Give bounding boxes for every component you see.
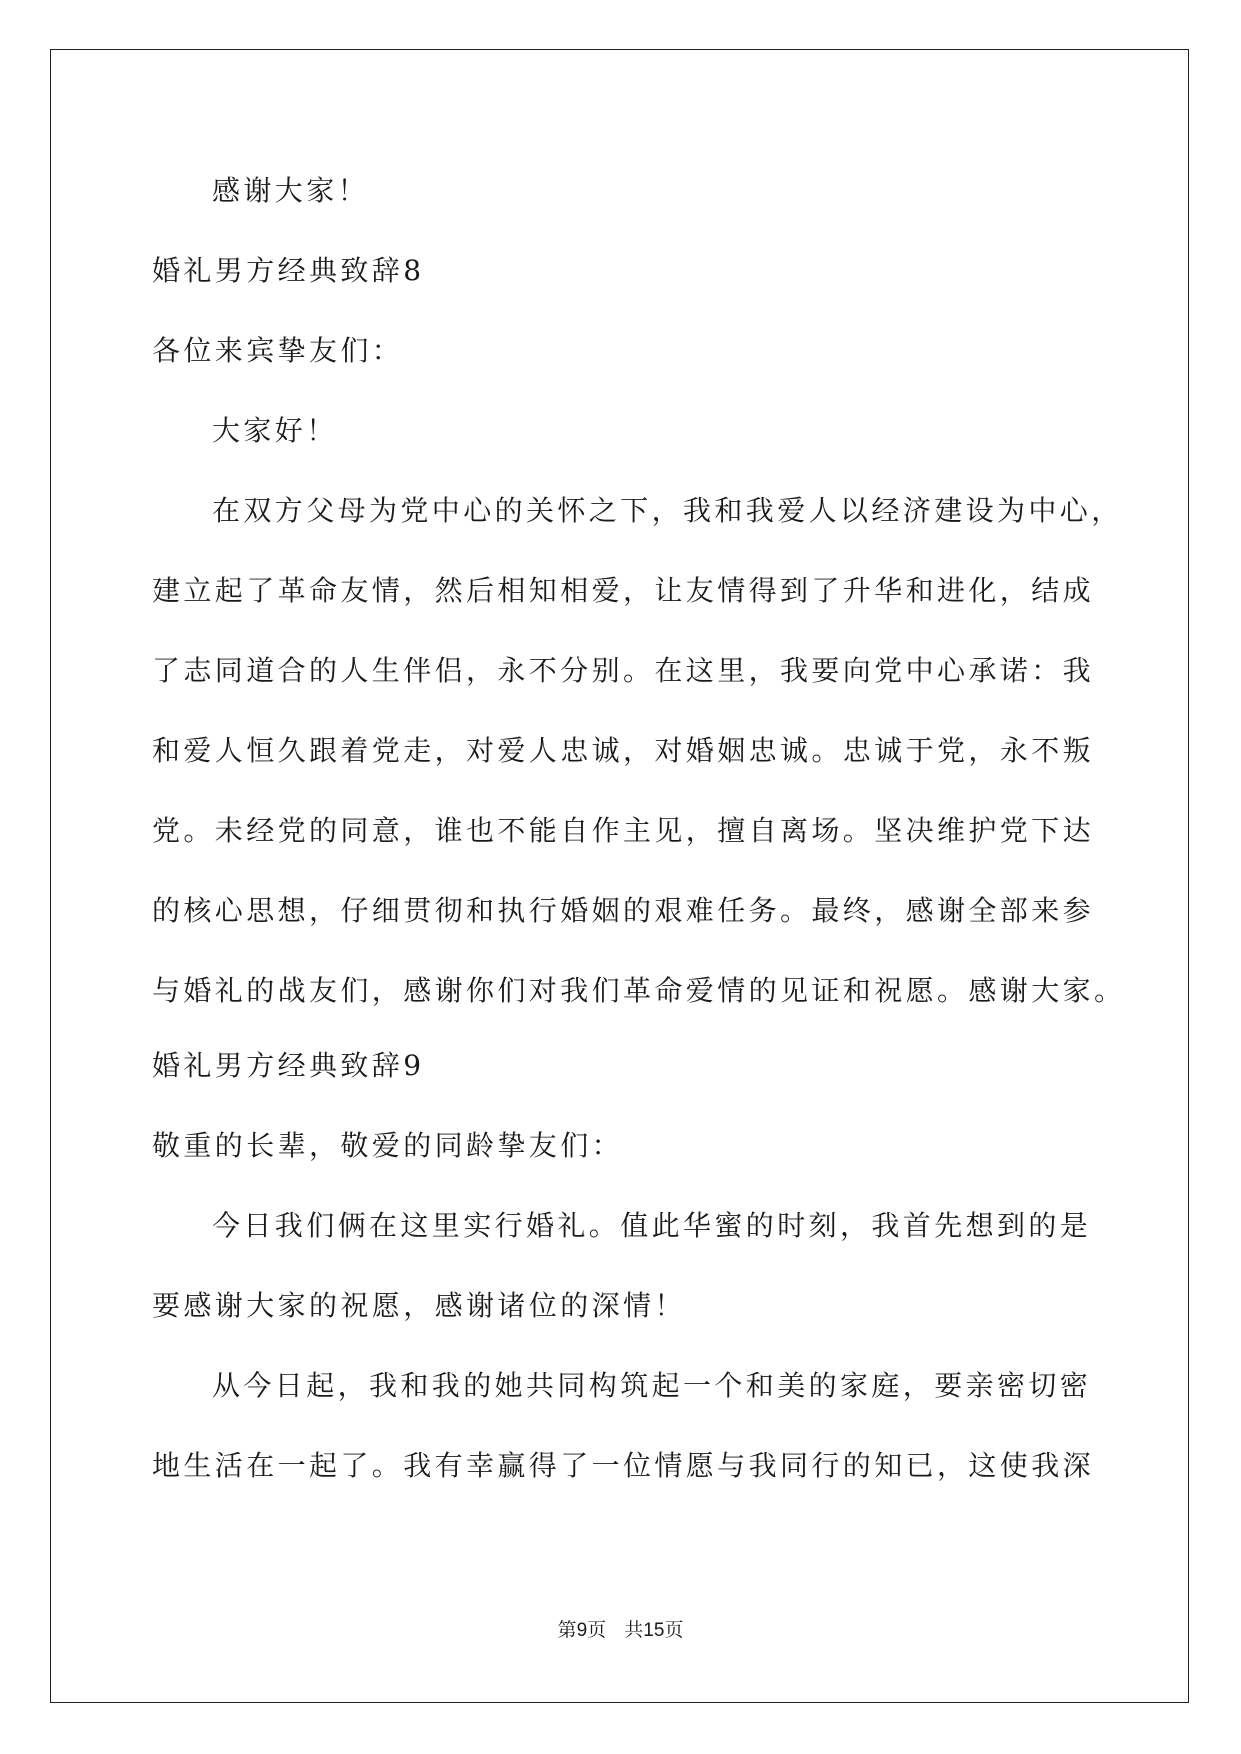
paragraph-line: 要感谢大家的祝愿，感谢诸位的深情！ (152, 1289, 686, 1322)
page-prefix: 第 (557, 1619, 577, 1641)
total-prefix: 共 (624, 1619, 644, 1641)
page-footer (0, 1618, 1241, 1643)
section-heading-9: 婚礼男方经典致辞9 (152, 1049, 425, 1082)
paragraph-line: 今日我们俩在这里实行婚礼。值此华蜜的时刻，我首先想到的是 (212, 1209, 1092, 1242)
total-pages: 15 (643, 1620, 665, 1641)
total-suffix: 页 (664, 1619, 684, 1641)
salutation-line: 各位来宾挚友们： (152, 334, 404, 367)
closing-line: 感谢大家！ (212, 174, 370, 207)
paragraph-line: 的核心思想，仔细贯彻和执行婚姻的艰难任务。最终，感谢全部来参 (152, 894, 1095, 927)
paragraph-line: 建立起了革命友情，然后相知相爱，让友情得到了升华和进化，结成 (152, 574, 1095, 607)
paragraph-line: 了志同道合的人生伴侣，永不分别。在这里，我要向党中心承诺：我 (152, 654, 1095, 687)
paragraph-line: 地生活在一起了。我有幸赢得了一位情愿与我同行的知已，这使我深 (152, 1449, 1095, 1482)
paragraph-line: 和爱人恒久跟着党走，对爱人忠诚，对婚姻忠诚。忠诚于党，永不叛 (152, 734, 1095, 767)
paragraph-line: 从今日起，我和我的她共同构筑起一个和美的家庭，要亲密切密 (212, 1369, 1092, 1402)
paragraph-line: 党。未经党的同意，谁也不能自作主见，擅自离场。坚决维护党下达 (152, 814, 1095, 847)
greeting-line: 大家好！ (212, 414, 338, 447)
paragraph-line: 与婚礼的战友们，感谢你们对我们革命爱情的见证和祝愿。感谢大家。 (152, 974, 1126, 1007)
salutation-line: 敬重的长辈，敬爱的同龄挚友们： (152, 1129, 624, 1162)
paragraph-line: 在双方父母为党中心的关怀之下，我和我爱人以经济建设为中心， (212, 494, 1123, 527)
page-suffix: 页 (587, 1619, 607, 1641)
section-heading-8: 婚礼男方经典致辞8 (152, 254, 425, 287)
page-number: 9 (576, 1620, 588, 1641)
